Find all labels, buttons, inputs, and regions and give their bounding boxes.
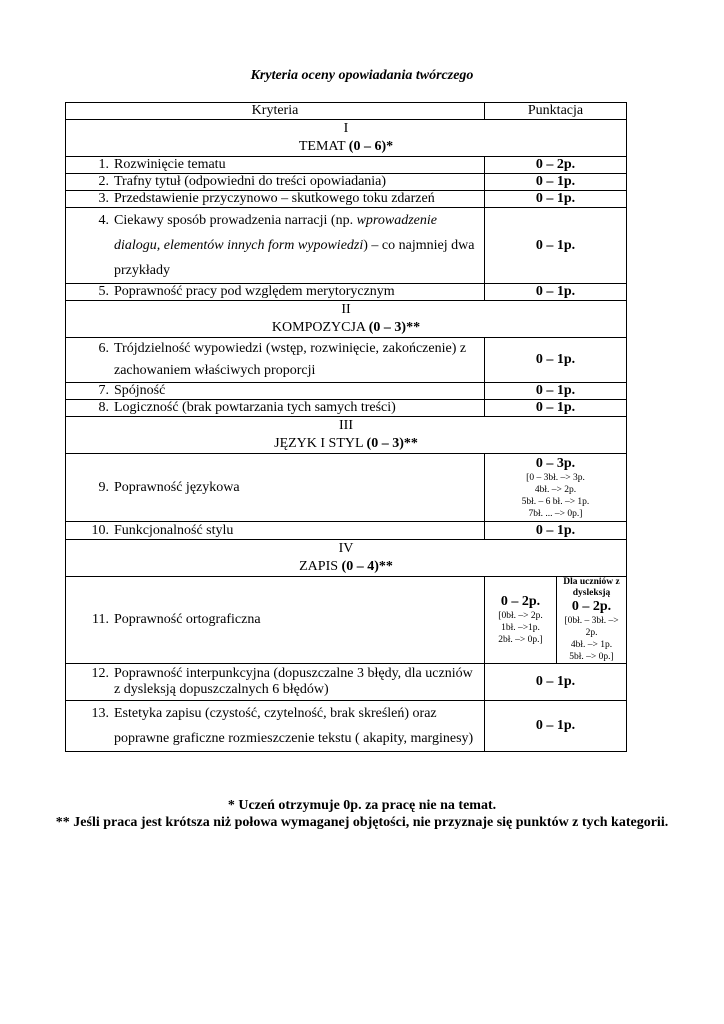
points-header: Punktacja [485,103,627,120]
points-cell: 0 – 3p. [0 – 3bł. –> 3p. 4bł. –> 2p. 5bł. – 6 bł. –> 1p. 7bł. ... –> 0p.] [485,454,627,522]
points-cell: 0 – 1p. [485,383,627,400]
footnote-1: * Uczeń otrzymuje 0p. za pracę nie na temat. [227,798,497,813]
dyslexia-points-cell: Dla uczniów z dysleksją 0 – 2p. [0bł. – 3bł. –> 2p. 4bł. –> 1p. 5bł. –> 0p.] [557,577,627,664]
points-cell: 0 – 1p. [485,174,627,191]
points-cell: 0 – 1p. [485,400,627,417]
section-row [66,120,627,157]
points-cell: 0 – 1p. [485,522,627,540]
section-title: KOMPOZYCJA (0 – 3)** [271,320,421,335]
table-row: 3. Przedstawienie przyczynowo – skutkowego toku zdarzeń 0 – 1p. [66,191,627,208]
footnote-2: ** Jeśli praca jest krótsza niż połowa wymaganej objętości, nie przyznaje się punktów z tych kategorii. [55,815,669,830]
section-roman: II [341,302,351,317]
table-row: 4. Ciekawy sposób prowadzenia narracji (np. wprowadzenie dialogu, elementów innych form wypowiedzi) – co najmniej dwa przykłady 0 – 1p. [66,208,627,284]
table-row: 6. Trójdzielność wypowiedzi (wstęp, rozwinięcie, zakończenie) z zachowaniem właściwych proporcji 0 – 1p. [66,338,627,383]
section-row [66,301,627,338]
footnotes [40,797,684,831]
points-cell: 0 – 2p. [485,157,627,174]
points-cell: 0 – 1p. [485,338,627,383]
table-row: 11. Poprawność ortograficzna 0 – 2p. [0bł. –> 2p. 1bł. –>1p. 2bł. –> 0p.] Dla uczniów z dysleksją 0 – 2p. [0bł. – 3bł. –> 2p. 4bł. –> 1p. 5bł. –> 0p.] [66,577,627,664]
table-row: 12. Poprawność interpunkcyjna (dopuszczalne 3 błędy, dla uczniów z dysleksją dopuszczalnych 6 błędów) 0 – 1p. [66,664,627,701]
points-cell: 0 – 1p. [485,701,627,752]
section-roman: I [343,121,349,136]
table-row: 9. Poprawność językowa 0 – 3p. [0 – 3bł. –> 3p. 4bł. –> 2p. 5bł. – 6 bł. –> 1p. 7bł. ... –> 0p.] [66,454,627,522]
points-cell: 0 – 1p. [485,664,627,701]
section-roman: III [339,418,353,433]
criteria-header: Kryteria [66,103,485,120]
section-title: TEMAT (0 – 6)* [298,139,394,154]
section-title: ZAPIS (0 – 4)** [299,559,393,574]
section-row [66,417,627,454]
points-cell: 0 – 1p. [485,284,627,301]
table-header [66,103,627,120]
points-cell: 0 – 2p. [0bł. –> 2p. 1bł. –>1p. 2bł. –> 0p.] [485,577,557,664]
table-row: 8. Logiczność (brak powtarzania tych samych treści) 0 – 1p. [66,400,627,417]
table-row: 2. Trafny tytuł (odpowiedni do treści opowiadania) 0 – 1p. [66,174,627,191]
table-row: 10. Funkcjonalność stylu 0 – 1p. [66,522,627,540]
criteria-table [65,102,627,752]
points-cell: 0 – 1p. [485,208,627,284]
table-row: 7. Spójność 0 – 1p. [66,383,627,400]
section-row [66,540,627,577]
table-row: 5. Poprawność pracy pod względem merytorycznym 0 – 1p. [66,284,627,301]
section-title: JĘZYK I STYL (0 – 3)** [274,436,418,451]
points-cell: 0 – 1p. [485,191,627,208]
section-roman: IV [338,541,354,556]
table-row: 13. Estetyka zapisu (czystość, czytelność, brak skreśleń) oraz poprawne graficzne rozmieszczenie tekstu ( akapity, marginesy) 0 – 1p. [66,701,627,752]
table-row: 1. Rozwinięcie tematu 0 – 2p. [66,157,627,174]
document-title: Kryteria oceny opowiadania twórczego [250,68,474,83]
